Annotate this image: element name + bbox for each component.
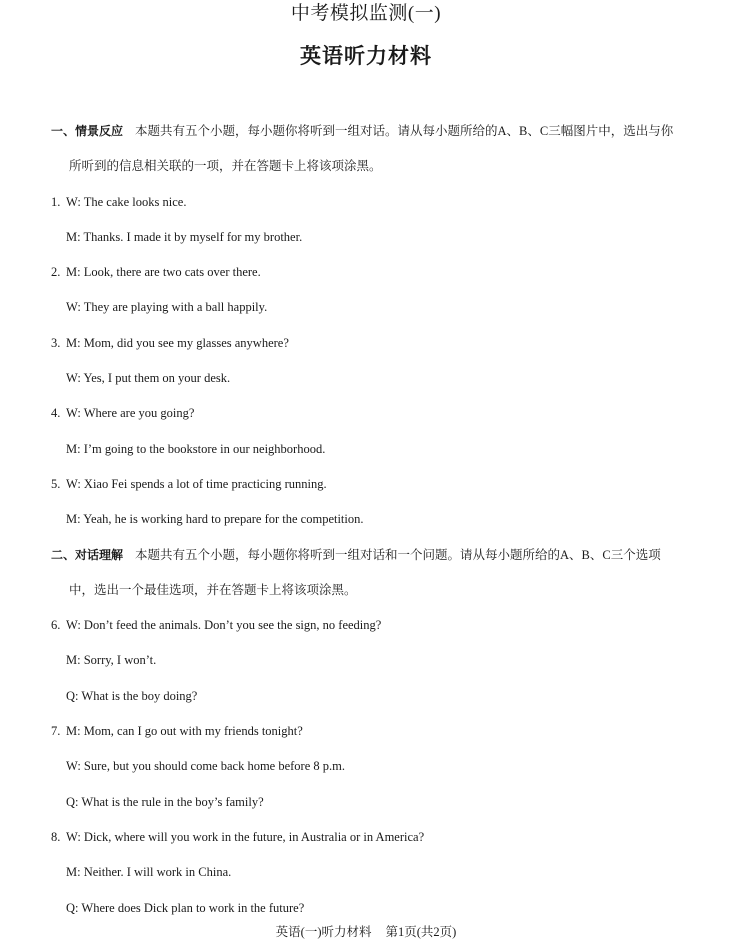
dialogue-line — [51, 258, 691, 293]
question-number: 7. — [51, 724, 61, 739]
dialogue-line — [51, 611, 691, 646]
dialogue-text: M: Mom, can I go out with my friends tonight? — [66, 724, 303, 739]
dialogue-line — [51, 188, 691, 223]
document-subtitle: 英语听力材料 — [300, 44, 432, 68]
dialogue-question: Q: What is the boy doing? — [66, 688, 198, 703]
dialogue-line: M: Thanks. I made it by myself for my brother. — [66, 229, 303, 244]
dialogue-line: M: Sorry, I won’t. — [66, 653, 157, 668]
question-number: 6. — [51, 618, 61, 633]
section-instructions-continued: 所听到的信息相关联的一项，并在答题卡上将该项涂黑。 — [69, 159, 382, 174]
dialogue-line — [51, 717, 691, 752]
dialogue-text: M: Mom, did you see my glasses anywhere? — [66, 335, 289, 350]
question-number: 5. — [51, 476, 61, 491]
footer-doc-label: 英语(一)听力材料 — [275, 925, 372, 939]
dialogue-text: W: Dick, where will you work in the future, in Australia or in America? — [66, 829, 425, 844]
dialogue-text: W: The cake looks nice. — [66, 194, 187, 209]
dialogue-line — [51, 823, 691, 858]
dialogue-line — [51, 329, 691, 364]
dialogue-line: W: Sure, but you should come back home before 8 p.m. — [66, 759, 345, 774]
dialogue-line: W: They are playing with a ball happily. — [66, 300, 268, 315]
section-heading — [51, 541, 691, 576]
question-number: 4. — [51, 406, 61, 421]
page-footer — [0, 922, 732, 942]
dialogue-text: W: Don’t feed the animals. Don’t you see the sign, no feeding? — [66, 618, 382, 633]
dialogue-line: M: Neither. I will work in China. — [66, 865, 232, 880]
document-body — [51, 117, 691, 929]
question-number: 1. — [51, 194, 61, 209]
section-instructions: 本题共有五个小题，每小题你将听到一组对话。请从每小题所给的A、B、C三幅图片中，选出与你 — [135, 124, 674, 138]
dialogue-line — [51, 470, 691, 505]
section-instructions: 本题共有五个小题，每小题你将听到一组对话和一个问题。请从每小题所给的A、B、C三个选项 — [135, 547, 661, 562]
footer-page-label: 第1页(共2页) — [385, 925, 457, 939]
dialogue-text: M: Look, there are two cats over there. — [66, 265, 261, 280]
section-heading — [51, 117, 691, 152]
question-number: 3. — [51, 335, 61, 350]
section-instructions-continued: 中，选出一个最佳选项，并在答题卡上将该项涂黑。 — [69, 582, 357, 597]
question-number: 2. — [51, 265, 61, 280]
dialogue-question: Q: Where does Dick plan to work in the future? — [66, 900, 305, 915]
dialogue-question: Q: What is the rule in the boy’s family? — [66, 794, 264, 809]
dialogue-line: W: Yes, I put them on your desk. — [66, 371, 231, 386]
question-number: 8. — [51, 829, 61, 844]
dialogue-line: M: I’m going to the bookstore in our neighborhood. — [66, 441, 326, 456]
dialogue-line: M: Yeah, he is working hard to prepare for the competition. — [66, 512, 364, 527]
dialogue-text: W: Xiao Fei spends a lot of time practicing running. — [66, 476, 327, 491]
page-title: 中考模拟监测(一) — [290, 3, 442, 24]
dialogue-text: W: Where are you going? — [66, 406, 195, 421]
section-title: 二、对话理解 — [51, 547, 124, 562]
dialogue-line — [51, 399, 691, 434]
section-title: 一、情景反应 — [51, 124, 124, 138]
